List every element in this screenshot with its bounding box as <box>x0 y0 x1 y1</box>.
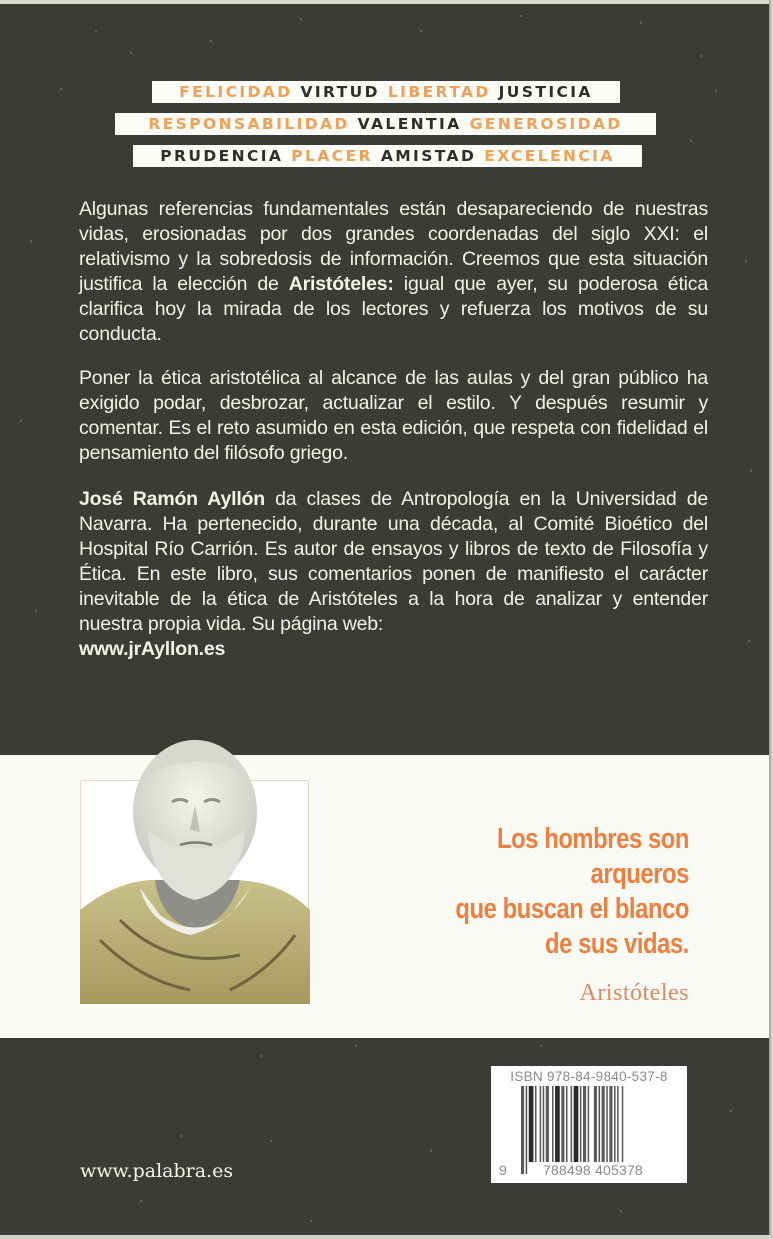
texture-speck <box>60 88 62 90</box>
texture-speck <box>715 90 717 92</box>
texture-speck <box>270 1140 272 1142</box>
texture-speck <box>30 240 32 242</box>
texture-speck <box>260 1055 262 1057</box>
virtue-word: VIRTUD <box>300 83 380 101</box>
barcode-bar <box>543 1086 545 1162</box>
texture-speck <box>180 1135 182 1137</box>
barcode-bar <box>617 1086 619 1174</box>
virtue-word: LIBERTAD <box>387 83 491 101</box>
barcode-bar <box>599 1086 601 1162</box>
barcode-bar <box>583 1086 586 1162</box>
texture-speck <box>620 1210 622 1212</box>
barcode-bar <box>526 1086 528 1174</box>
barcode-bar <box>594 1086 597 1162</box>
blurb-paragraph-2: Poner la ética aristotélica al alcance de las aulas y del gran público ha exigido podar, desbrozar, actualizar el estilo. Y después resumir y comentar. Es el reto asumido en esta edición, que respeta con fidelidad el pensamiento del filósofo griego. <box>79 367 708 464</box>
virtue-word: AMISTAD <box>380 147 477 165</box>
texture-speck <box>700 55 702 57</box>
texture-speck <box>540 1045 542 1047</box>
texture-speck <box>420 30 422 32</box>
texture-speck <box>690 140 692 142</box>
barcode-bar <box>614 1086 616 1162</box>
texture-speck <box>95 30 97 32</box>
texture-speck <box>300 18 302 20</box>
virtue-word: VALENTIA <box>357 115 462 133</box>
barcode-bar <box>574 1086 579 1174</box>
quote-line: de sus vidas. <box>544 928 689 960</box>
texture-speck <box>210 40 212 42</box>
barcode-bar <box>552 1086 554 1162</box>
texture-speck <box>130 52 132 54</box>
texture-speck <box>748 640 750 642</box>
virtue-word: JUSTICIA <box>498 83 593 101</box>
virtue-word: GENEROSIDAD <box>469 115 623 133</box>
blurb-text: igual que ayer, su poderosa ética clarifica hoy la mirada de los lectores y refuerza los motivos de su conducta. <box>79 273 708 345</box>
barcode-bar <box>546 1086 549 1162</box>
texture-speck <box>520 15 522 17</box>
barcode-bar <box>606 1086 608 1162</box>
aristotle-bust-image <box>80 740 310 1004</box>
barcode-bar <box>561 1086 564 1162</box>
texture-speck <box>640 22 642 24</box>
barcode-bar <box>580 1086 582 1174</box>
barcode-bar <box>540 1086 542 1162</box>
cover-bottom-edge <box>0 1235 773 1239</box>
texture-speck <box>430 1150 432 1152</box>
cover-right-edge <box>769 0 773 1239</box>
barcode-bar <box>555 1086 560 1162</box>
aristotle-bold: Aristóteles: <box>288 273 394 295</box>
barcode-bar <box>566 1086 568 1162</box>
barcode-bars <box>521 1086 671 1174</box>
quote-line: Los hombres son arqueros <box>496 823 689 890</box>
texture-speck <box>20 420 22 422</box>
texture-speck <box>140 1200 142 1202</box>
barcode-bar <box>602 1086 605 1162</box>
texture-speck <box>310 1220 312 1222</box>
texture-speck <box>730 1110 732 1112</box>
blurb-paragraph-1 <box>79 197 708 347</box>
author-website-link[interactable]: www.jrAyllon.es <box>79 638 226 660</box>
publisher-website[interactable]: www.palabra.es <box>80 1160 234 1182</box>
author-name: José Ramón Ayllón <box>79 488 265 510</box>
virtue-band-3 <box>133 145 642 167</box>
barcode-bar <box>609 1086 612 1162</box>
texture-speck <box>750 470 752 472</box>
virtue-band-1 <box>152 81 620 103</box>
isbn-barcode <box>491 1066 687 1183</box>
virtue-word: EXCELENCIA <box>484 147 615 165</box>
barcode-bar <box>521 1086 524 1174</box>
isbn-label: ISBN 978-84-9840-537-8 <box>510 1069 668 1084</box>
barcode-digits: 788498 405378 <box>543 1162 643 1178</box>
barcode-bar <box>529 1086 534 1162</box>
virtue-band-2 <box>115 113 656 135</box>
author-bio <box>79 487 708 662</box>
virtue-word: PRUDENCIA <box>160 147 284 165</box>
quote-line: que buscan el blanco <box>455 893 689 925</box>
texture-speck <box>35 610 37 612</box>
virtue-word: RESPONSABILIDAD <box>148 115 350 133</box>
barcode-lead-digit: 9 <box>499 1162 507 1178</box>
quote-author: Aristóteles <box>579 980 689 1006</box>
barcode-bar <box>571 1086 573 1162</box>
virtue-word: PLACER <box>291 147 373 165</box>
virtue-word: FELICIDAD <box>179 83 293 101</box>
author-bio-text: da clases de Antropología en la Universidad de Navarra. Ha pertenecido, durante una década, al Comité Bioético del Hospital Río Carrión. Es autor de ensayos y libros de texto de Filosofía y Ética. En este libro, sus comentarios ponen de manifiesto el carácter inevitable de la ética de Aristóteles a la hora de analizar y entender nuestra propia vida. Su página web: <box>79 488 709 635</box>
barcode-bar <box>535 1086 537 1162</box>
blurb-text: Algunas referencias fundamentales están desapareciendo de nuestras vidas, erosionadas por dos grandes coordenadas del siglo XXI: el relativismo y la sobredosis de información. Creemos que esta situación justifica la elección de <box>79 198 708 295</box>
quote-text <box>394 822 689 962</box>
barcode-bar <box>588 1086 590 1162</box>
texture-speck <box>745 260 747 262</box>
barcode-bar <box>622 1086 624 1174</box>
texture-speck <box>355 1045 357 1047</box>
